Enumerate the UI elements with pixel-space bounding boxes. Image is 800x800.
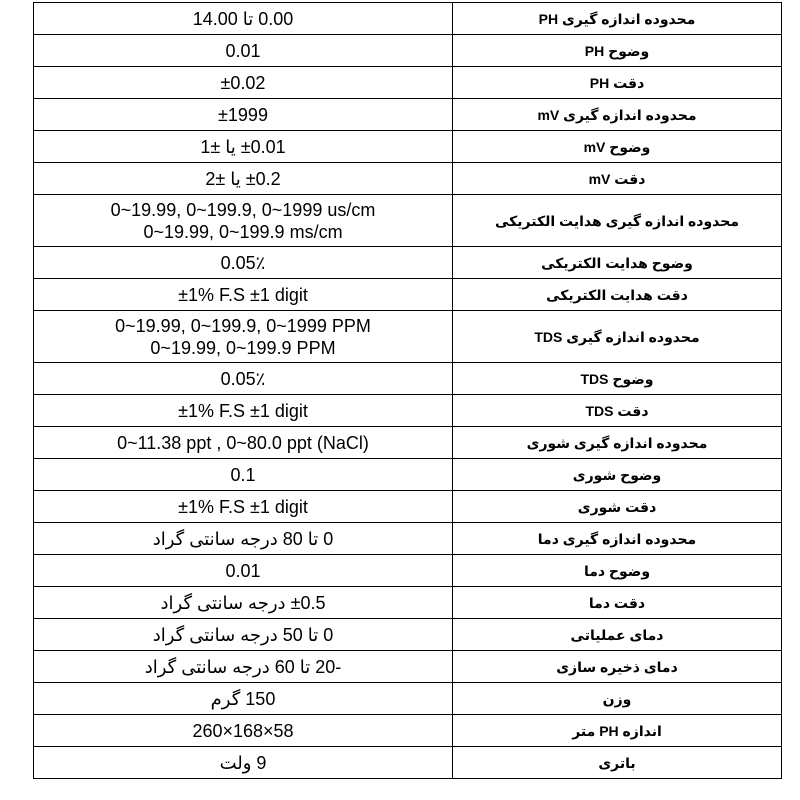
spec-label-cell: محدوده اندازه گیری دما <box>453 523 782 555</box>
spec-label-cell: محدوده اندازه گیری هدایت الکتریکی <box>453 195 782 247</box>
spec-label-cell: دقت دما <box>453 587 782 619</box>
table-row <box>34 99 782 131</box>
spec-value-text: ±0.01 یا ±1 <box>200 136 286 157</box>
table-row <box>34 311 782 363</box>
spec-value-text: 0 تا 50 درجه سانتی گراد <box>152 624 334 645</box>
spec-value-cell <box>34 363 453 395</box>
spec-value-cell <box>34 427 453 459</box>
spec-value-text: ±1% F.S ±1 digit <box>178 400 308 421</box>
spec-value-cell <box>34 683 453 715</box>
spec-value-cell <box>34 747 453 779</box>
spec-value-text: 0~19.99, 0~199.9 ms/cm <box>143 221 343 242</box>
spec-value-text: 9 ولت <box>219 752 267 773</box>
table-row <box>34 491 782 523</box>
spec-value-text: 0 تا 80 درجه سانتی گراد <box>152 528 334 549</box>
table-row <box>34 427 782 459</box>
spec-label-cell: باتری <box>453 747 782 779</box>
spec-label-cell: وضوح TDS <box>453 363 782 395</box>
table-row <box>34 363 782 395</box>
spec-value-text: 0.05٪ <box>220 368 266 389</box>
spec-label-cell: وزن <box>453 683 782 715</box>
spec-label-cell: محدوده اندازه گیری TDS <box>453 311 782 363</box>
spec-value-text: 0.01 <box>225 560 261 581</box>
spec-value-text: 0~19.99, 0~199.9 PPM <box>150 337 336 358</box>
spec-value-text: 0~19.99, 0~199.9, 0~1999 us/cm <box>110 199 376 220</box>
spec-value-cell <box>34 247 453 279</box>
spec-label-cell: وضوح هدایت الکتریکی <box>453 247 782 279</box>
spec-label-cell: محدوده اندازه گیری شوری <box>453 427 782 459</box>
spec-value-text: 0.01 <box>225 40 261 61</box>
spec-value-cell <box>34 587 453 619</box>
spec-value-text: 150 گرم <box>210 688 276 709</box>
spec-label-cell: دمای عملیاتی <box>453 619 782 651</box>
spec-value-text: 0~19.99, 0~199.9, 0~1999 PPM <box>115 315 371 336</box>
spec-value-cell <box>34 459 453 491</box>
spec-value-cell <box>34 3 453 35</box>
spec-label-cell: دمای ذخیره سازی <box>453 651 782 683</box>
spec-value-text: 0.00 تا 14.00 <box>192 8 294 29</box>
table-row <box>34 67 782 99</box>
table-row <box>34 3 782 35</box>
spec-value-cell <box>34 195 453 247</box>
spec-value-text: ±1% F.S ±1 digit <box>178 284 308 305</box>
spec-value-text: ±1% F.S ±1 digit <box>178 496 308 517</box>
spec-label-cell: محدوده اندازه گیری PH <box>453 3 782 35</box>
spec-label-cell: دقت هدایت الکتریکی <box>453 279 782 311</box>
table-row <box>34 279 782 311</box>
table-row <box>34 747 782 779</box>
spec-value-cell <box>34 715 453 747</box>
spec-label-cell: محدوده اندازه گیری mV <box>453 99 782 131</box>
spec-value-cell <box>34 311 453 363</box>
spec-value-text: ±1999 <box>218 104 268 125</box>
table-row <box>34 459 782 491</box>
spec-label-cell: دقت mV <box>453 163 782 195</box>
spec-value-cell <box>34 35 453 67</box>
spec-value-cell <box>34 99 453 131</box>
table-row <box>34 195 782 247</box>
spec-value-text: ±0.2 یا ±2 <box>205 168 281 189</box>
spec-value-cell <box>34 279 453 311</box>
table-row <box>34 651 782 683</box>
spec-value-text: 0~11.38 ppt , 0~80.0 ppt (NaCl) <box>117 432 369 453</box>
spec-value-cell <box>34 523 453 555</box>
spec-label-cell: اندازه PH متر <box>453 715 782 747</box>
spec-value-text: -20 تا 60 درجه سانتی گراد <box>144 656 342 677</box>
spec-value-cell <box>34 395 453 427</box>
spec-value-cell <box>34 163 453 195</box>
spec-value-cell <box>34 67 453 99</box>
table-row <box>34 247 782 279</box>
spec-value-cell <box>34 555 453 587</box>
spec-value-text: ±0.02 <box>220 72 266 93</box>
specifications-table <box>33 2 782 779</box>
table-row <box>34 523 782 555</box>
spec-label-cell: دقت شوری <box>453 491 782 523</box>
spec-label-cell: وضوح mV <box>453 131 782 163</box>
spec-value-text: 260×168×58 <box>192 720 294 741</box>
table-row <box>34 683 782 715</box>
spec-value-text: 0.05٪ <box>220 252 266 273</box>
table-row <box>34 715 782 747</box>
table-row <box>34 395 782 427</box>
spec-value-cell <box>34 491 453 523</box>
specifications-table-body <box>34 3 782 779</box>
spec-label-cell: دقت PH <box>453 67 782 99</box>
table-row <box>34 163 782 195</box>
spec-label-cell: وضوح PH <box>453 35 782 67</box>
spec-value-text: ±0.5 درجه سانتی گراد <box>160 592 326 613</box>
table-row <box>34 619 782 651</box>
table-row <box>34 131 782 163</box>
table-row <box>34 587 782 619</box>
spec-label-cell: دقت TDS <box>453 395 782 427</box>
spec-label-cell: وضوح دما <box>453 555 782 587</box>
spec-value-cell <box>34 619 453 651</box>
spec-value-text: 0.1 <box>230 464 256 485</box>
table-row <box>34 35 782 67</box>
spec-label-cell: وضوح شوری <box>453 459 782 491</box>
spec-value-cell <box>34 131 453 163</box>
table-row <box>34 555 782 587</box>
spec-value-cell <box>34 651 453 683</box>
